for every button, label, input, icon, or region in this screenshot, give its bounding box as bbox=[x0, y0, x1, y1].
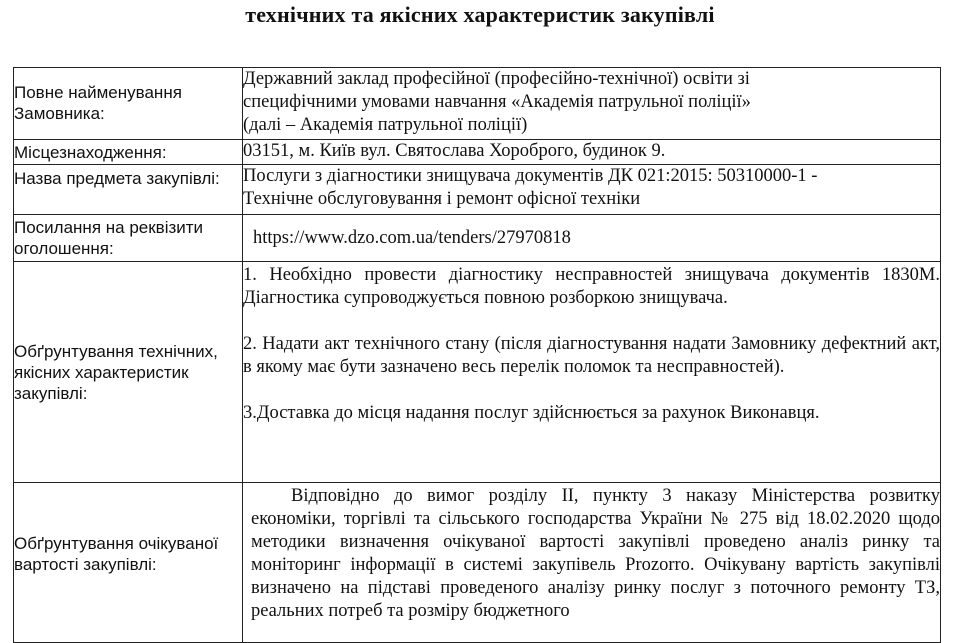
procurement-table bbox=[13, 67, 941, 643]
tech-value bbox=[243, 262, 941, 483]
tech-item-3: 3.Доставка до місця надання послуг здійснюється за рахунок Виконавця. bbox=[243, 403, 820, 423]
tech-item-1: 1. Необхідно провести діагностику несправностей знищувача документів 1830М. Діагностика супроводжується повною розборкою знищувача. bbox=[243, 265, 940, 308]
subject-line-2: Технічне обслуговування і ремонт офісної техніки bbox=[243, 189, 641, 209]
table-row-cost bbox=[14, 483, 941, 643]
table-row-tech bbox=[14, 262, 941, 483]
table-row-customer bbox=[14, 68, 941, 140]
notice-link[interactable]: https://www.dzo.com.ua/tenders/27970818 bbox=[243, 215, 941, 262]
document-heading: технічних та якісних характеристик закупівлі bbox=[245, 2, 715, 27]
subject-line-1: Послуги з діагностики знищувача документів ДК 021:2015: 50310000-1 - bbox=[243, 166, 818, 186]
cost-paragraph: Відповідно до вимог розділу ІІ, пункту 3 наказу Міністерства розвитку економіки, торгівлі та сільського господарства України № 275 від 18.02.2020 щодо методики визначення очікуваної вартості закупівлі проведено аналіз ринку та моніторинг інформації в системі закупівель Prozorro. Очікувану вартість закупівлі визначено на підставі проведеного аналізу ринку послуг з поточного ремонту ТЗ, реальних потреб та розміру бюджетного bbox=[251, 486, 940, 621]
customer-line-3: (далі – Академія патрульної поліції) bbox=[243, 115, 528, 135]
customer-line-1: Державний заклад професійної (професійно-технічної) освіти зі bbox=[243, 69, 750, 89]
table-row-subject bbox=[14, 165, 941, 215]
table-row-notice bbox=[14, 215, 941, 262]
table-row-location bbox=[14, 140, 941, 165]
customer-line-2: специфічними умовами навчання «Академія патрульної поліції» bbox=[243, 92, 751, 112]
location-label: Місцезнаходження: bbox=[14, 140, 243, 165]
tech-item-2: 2. Надати акт технічного стану (після діагностування надати Замовнику дефектний акт, в якому має бути зазначено весь перелік поломок та несправностей). bbox=[243, 334, 940, 377]
notice-label: Посилання на реквізити оголошення: bbox=[14, 215, 243, 262]
tech-label: Обґрунтування технічних, якісних характеристик закупівлі: bbox=[14, 262, 243, 483]
cost-value bbox=[243, 483, 941, 643]
location-value: 03151, м. Київ вул. Святослава Хороброго, будинок 9. bbox=[243, 140, 941, 165]
customer-value bbox=[243, 68, 941, 140]
subject-value bbox=[243, 165, 941, 215]
cost-label: Обґрунтування очікуваної вартості закупівлі: bbox=[14, 483, 243, 643]
customer-label: Повне найменування Замовника: bbox=[14, 68, 243, 140]
subject-label: Назва предмета закупівлі: bbox=[14, 165, 243, 215]
